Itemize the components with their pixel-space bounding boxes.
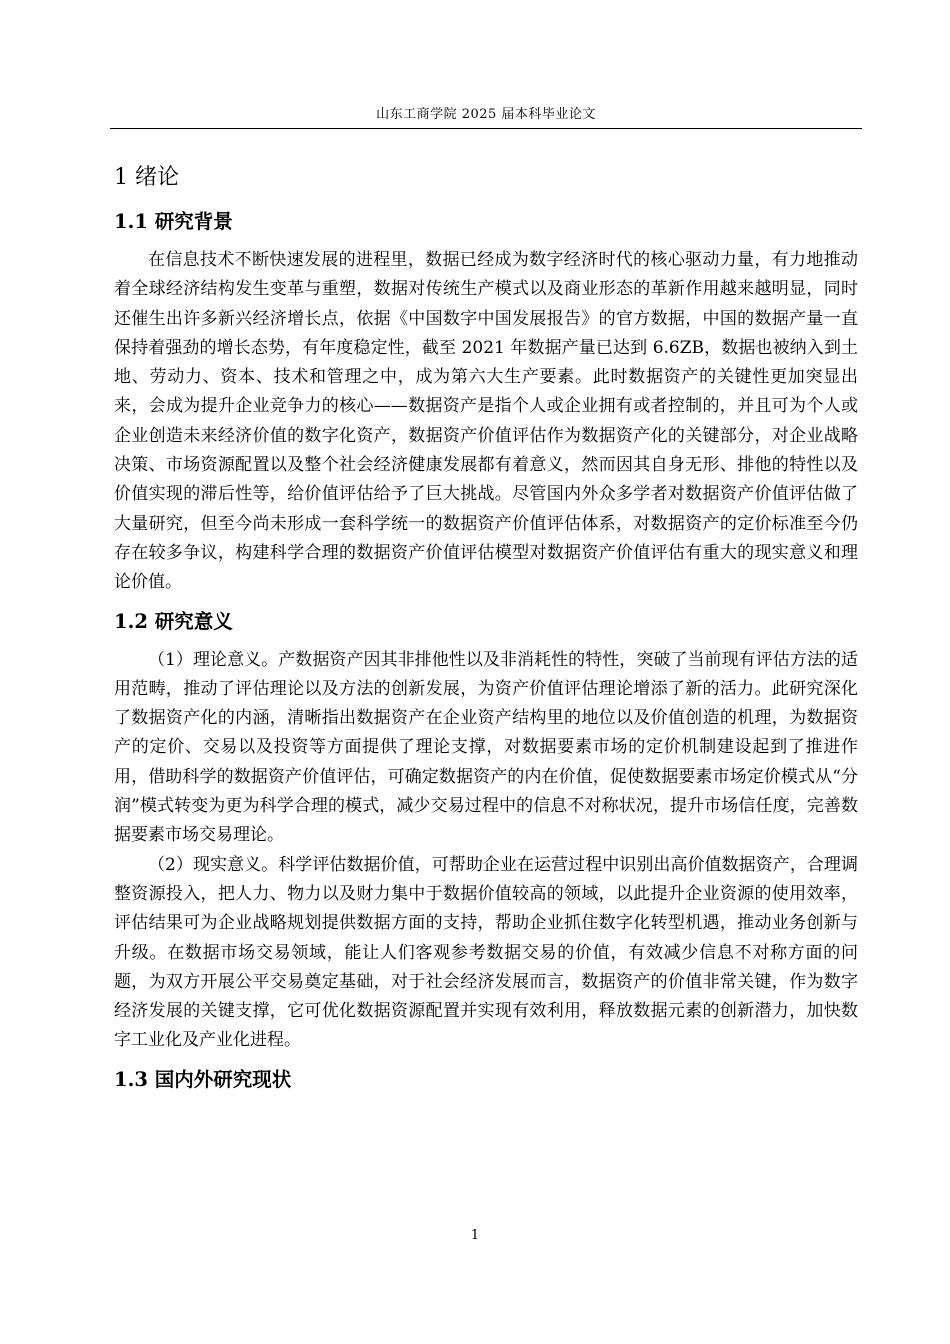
page-number: 1 [470, 1228, 480, 1243]
header-rule [110, 128, 862, 129]
section-title-background: 1.1 研究背景 [114, 210, 233, 233]
chapter-title: 1 绪论 [114, 165, 179, 190]
running-header: 山东工商学院 2025 届本科毕业论文 [376, 107, 596, 122]
section-title-significance: 1.2 研究意义 [114, 609, 233, 633]
paragraph-background: 在信息技术不断快速发展的进程里，数据已经成为数字经济时代的核心驱动力量，有力地推动着全球经济结构发生变革与重塑，数据对传统生产模式以及商业形态的革新作用越来越明显，同时还催生出许多新兴经济增长点，依据《中国数字中国发展报告》的官方数据，中国的数据产量一直保持着强劲的增长态势，有年度稳定性，截至 2021 年数据产量已达到 6.6ZB，数据也被纳入到土地、劳动力、资本、技术和管理之中，成为第六大生产要素。此时数据资产的关键性更加突显出来，会成为提升企业竞争力的核心——数据资产是指个人或企业拥有或者控制的，并且可为个人或企业创造未来经济价值的数字化资产，数据资产价值评估作为数据资产化的关键部分，对企业战略决策、市场资源配置以及整个社会经济健康发展都有着意义，然而因其自身无形、排他的特性以及价值实现的滞后性等，给价值评估给予了巨大挑战。尽管国内外众多学者对数据资产价值评估做了大量研究，但至今尚未形成一套科学统一的数据资产价值评估体系，对数据资产的定价标准至今仍存在较多争议，构建科学合理的数据资产价值评估模型对数据资产价值评估有重大的现实意义和理论价值。 [114, 250, 858, 593]
section-title-research-status: 1.3 国内外研究现状 [114, 1067, 292, 1091]
page-content [114, 160, 858, 1104]
paragraph-practical-significance: （2）现实意义。科学评估数据价值，可帮助企业在运营过程中识别出高价值数据资产，合理调整资源投入，把人力、物力以及财力集中于数据价值较高的领域，以此提升企业资源的使用效率，评估结果可为企业战略规划提供数据方面的支持，帮助企业抓住数字化转型机遇，推动业务创新与升级。在数据市场交易领域，能让人们客观参考数据交易的价值，有效减少信息不对称方面的问题，为双方开展公平交易奠定基础，对于社会经济发展而言，数据资产的价值非常关键，作为数字经济发展的关键支撑，它可优化数据资源配置并实现有效利用，释放数据元素的创新潜力，加快数字工业化及产业化进程。 [114, 854, 858, 1051]
paragraph-theoretical-significance: （1）理论意义。产数据资产因其非排他性以及非消耗性的特性，突破了当前现有评估方法的适用范畴，推动了评估理论以及方法的创新发展，为资产价值评估理论增添了新的活力。此研究深化了数据资产化的内涵，清晰指出数据资产在企业资产结构里的地位以及价值创造的机理，为数据资产的定价、交易以及投资等方面提供了理论支撑，对数据要素市场的定价机制建设起到了推进作用，借助科学的数据资产价值评估，可确定数据资产的内在价值，促使数据要素市场定价模式从“分润”模式转变为更为科学合理的模式，减少交易过程中的信息不对称状况，提升市场信任度，完善数据要素市场交易理论。 [114, 649, 858, 846]
